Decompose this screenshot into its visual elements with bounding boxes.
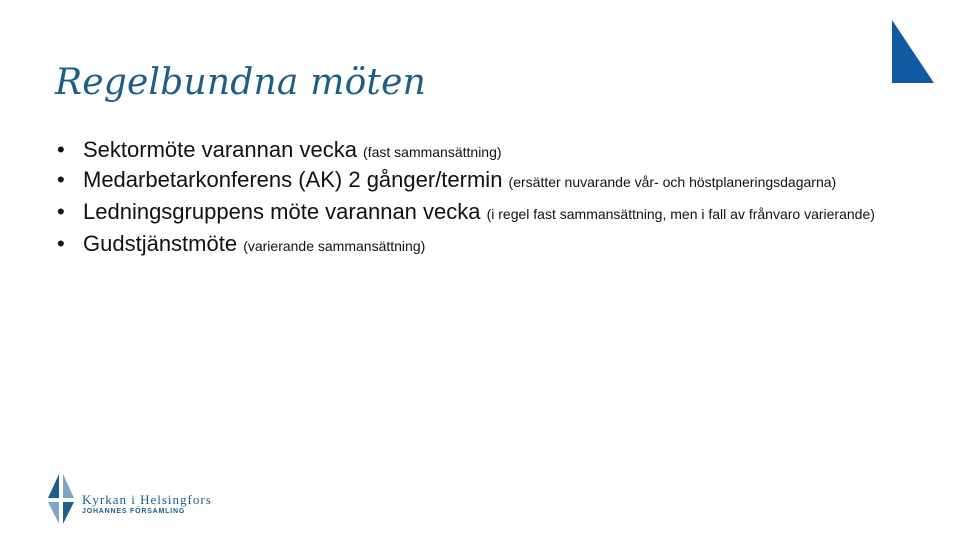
bullet-main-text: Ledningsgruppens möte varannan vecka — [83, 199, 487, 224]
church-logo — [46, 474, 246, 530]
bullet-main-text: Medarbetarkonferens (AK) 2 gånger/termin — [83, 167, 509, 192]
bullet-main-text: Sektormöte varannan vecka — [83, 137, 364, 162]
bullet-sub-text: (fast sammansättning) — [363, 144, 502, 160]
bullet-item — [55, 198, 935, 226]
bullet-dot: • — [57, 167, 65, 192]
logo-subtitle: JOHANNES FÖRSAMLING — [82, 508, 186, 515]
bullet-sub-text: (varierande sammansättning) — [243, 238, 426, 254]
bullet-list — [55, 136, 935, 258]
bullet-dot: • — [57, 137, 65, 162]
logo-name: Kyrkan i Helsingfors — [82, 492, 212, 507]
cross-logo-icon — [46, 474, 76, 528]
bullet-sub-text: (i regel fast sammansättning, men i fall av frånvaro varierande) — [486, 206, 875, 222]
slide-title: Regelbundna möten — [55, 62, 426, 103]
bullet-item — [55, 230, 935, 258]
bullet-dot: • — [57, 199, 65, 224]
bullet-main-text: Gudstjänstmöte — [83, 231, 244, 256]
bullet-item — [55, 136, 935, 164]
bullet-item — [55, 166, 935, 194]
corner-triangle-icon — [892, 20, 934, 83]
bullet-dot: • — [57, 231, 65, 256]
bullet-sub-text: (ersätter nuvarande vår- och höstplaneringsdagarna) — [508, 174, 837, 190]
